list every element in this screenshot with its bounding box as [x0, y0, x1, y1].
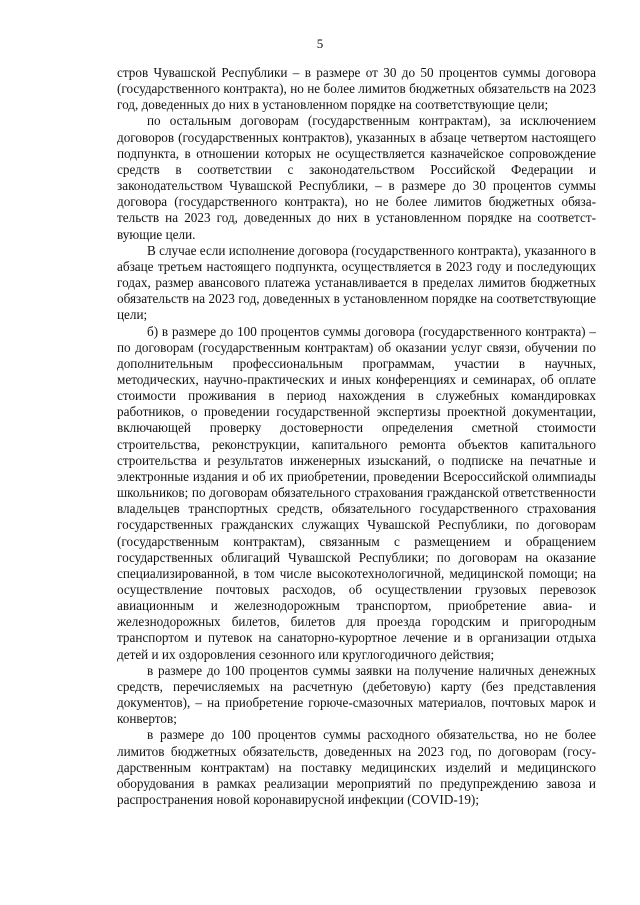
paragraph-cash-card: в размере до 100 процентов суммы заявки на получение наличных денежных средств, перечисляемых на расчетную (дебетовую) карту (без представления документов), – на приобретение горюче-смазочных материалов, почтовых марок и конвертов;	[117, 662, 596, 727]
page-content	[117, 65, 596, 808]
paragraph-other-contracts: по остальным договорам (государственным контрактам), за исключением договоров (государственных контрактов), указанных в абзаце четвертом настоящего подпункта, в отношении которых не осуществляется казначейское сопровождение средств в соответствии с законодательством Российской Федерации и законодательством Чувашской Республики, – в размере до 30 процентов суммы договора (государственного контракта), но не более лимитов бюджетных обязательств на 2023 год, доведенных до них в установленном порядке на соответствующие цели.	[117, 113, 596, 242]
page-number: 5	[316, 36, 324, 51]
paragraph-covid-medical: в размере до 100 процентов суммы расходного обязательства, но не более лимитов бюджетных обязательств, доведенных на 2023 год, по договорам (государственным контрактам) на поставку медицинских изделий и медицинского оборудования в рамках реализации мероприятий по предупреждению завоза и распространения новой коронавирусной инфекции (COVID-19);	[117, 727, 596, 808]
paragraph-continuation: стров Чувашской Республики – в размере от 30 до 50 процентов суммы договора (государственного контракта), но не более лимитов бюджетных обязательств на 2023 год, доведенных до них в установленном порядке на соответствующие цели;	[117, 65, 596, 113]
paragraph-multi-year-contract: В случае если исполнение договора (государственного контракта), указанного в абзаце третьем настоящего подпункта, осуществляется в 2023 году и последующих годах, размер авансового платежа устанавливается в пределах лимитов бюджетных обязательств на 2023 год, доведенных в установленном порядке на соответствующие цели;	[117, 242, 596, 323]
paragraph-subitem-b: б) в размере до 100 процентов суммы договора (государственного контракта) – по договорам (государственным контрактам) об оказании услуг связи, обучении по дополнительным профессиональным программам, участии в научных, методических, научно-практических и иных конференциях и семинарах, об оплате стоимости проживания в период нахождения в служебных командировках работников, о проведении государственной экспертизы проектной документации, включающей проверку достоверности определения сметной стоимости строительства, реконструкции, капитального ремонта объектов капитального строительства и результатов инженерных изысканий, о подписке на печатные и электронные издания и об их приобретении, проведении Всероссийской олимпиады школьников; по договорам обязательного страхования гражданской ответственности владельцев транспортных средств, обязательного государственного страхования государственных гражданских служащих Чувашской Республики, по договорам (государственным контрактам), связанным с размещением и обращением государственных облигаций Чувашской Республики; по договорам на оказание специализированной, в том числе высокотехнологичной, медицинской помощи; на осуществление почтовых расходов, об осуществлении грузовых перевозок авиационным и железнодорожным транспортом, приобретение авиа- и железнодорожных билетов, билетов для проезда городским и пригородным транспортом и путевок на санаторно-курортное лечение и в организации отдыха детей и их оздоровления сезонного или круглогодичного действия;	[117, 323, 596, 662]
